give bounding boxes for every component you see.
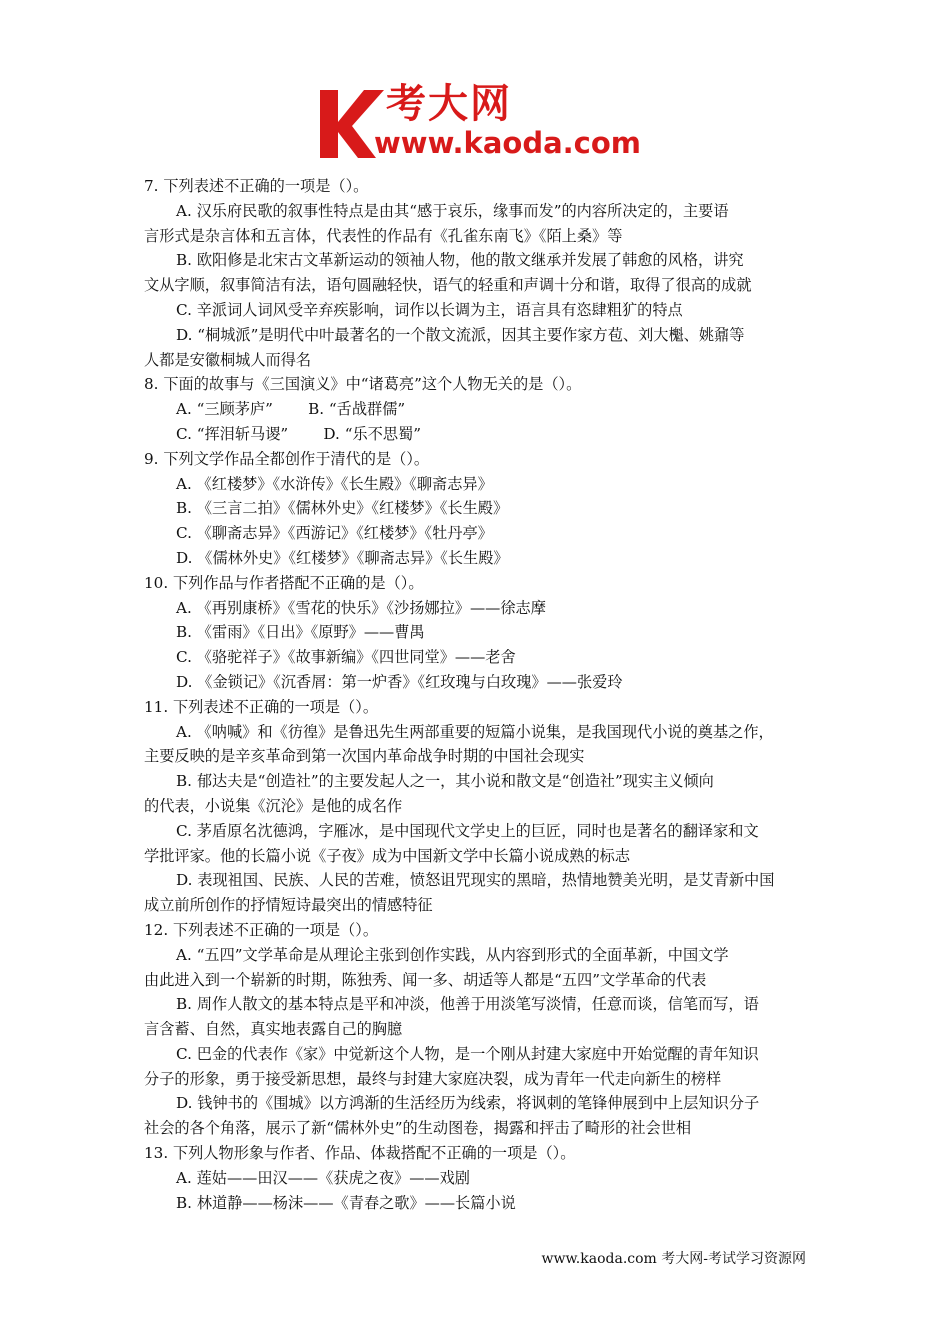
text-line: A. 莲姑——田汉——《获虎之夜》——戏剧 — [176, 1168, 470, 1187]
text-line: B. 林道静——杨沫——《青春之歌》——长篇小说 — [176, 1193, 516, 1212]
footer-text: www.kaoda.com 考大网-考试学习资源网 — [541, 1251, 806, 1267]
text-line: 12. 下列表述不正确的一项是（）。 — [144, 920, 379, 939]
text-line: C. 《聊斋志异》《西游记》《红楼梦》《牡丹亭》 — [176, 524, 493, 543]
text-line: 成立前所创作的抒情短诗最突出的情感特征 — [144, 896, 433, 915]
text-line: B. 《三言二拍》《儒林外史》《红楼梦》《长生殿》 — [176, 499, 509, 518]
logo-url: www.kaoda.com — [374, 126, 641, 160]
text-line: 13. 下列人物形象与作者、作品、体裁搭配不正确的一项是（）。 — [144, 1144, 576, 1163]
text-line: 11. 下列表述不正确的一项是（）。 — [144, 697, 379, 716]
text-line: C. 巴金的代表作《家》中觉新这个人物，是一个刚从封建大家庭中开始觉醒的青年知识 — [176, 1044, 759, 1063]
text-line: D. 《儒林外史》《红楼梦》《聊斋志异》《长生殿》 — [176, 548, 509, 567]
text-line: 言形式是杂言体和五言体，代表性的作品有《孔雀东南飞》《陌上桑》等 — [144, 226, 623, 245]
text-line: 9. 下列文学作品全都创作于清代的是（）。 — [144, 449, 430, 468]
text-line: D. 表现祖国、民族、人民的苦难，愤怒诅咒现实的黑暗，热情地赞美光明，是艾青新中国 — [176, 871, 775, 890]
document-body — [144, 174, 810, 1215]
text-line: C. 《骆驼祥子》《故事新编》《四世同堂》——老舍 — [176, 648, 516, 667]
text-line: 文从字顺，叙事简洁有法，语句圆融轻快，语气的轻重和声调十分和谐，取得了很高的成就 — [144, 276, 752, 295]
text-line: D. 《金锁记》《沉香屑：第一炉香》《红玫瑰与白玫瑰》——张爱玲 — [176, 672, 623, 691]
text-line: C. 辛派词人词风受辛弃疾影响，词作以长调为主，语言具有恣肆粗犷的特点 — [176, 300, 683, 319]
text-line: A. 《呐喊》和《彷徨》是鲁迅先生两部重要的短篇小说集，是我国现代小说的奠基之作， — [176, 722, 774, 741]
text-line: 分子的形象，勇于接受新思想，最终与封建大家庭决裂，成为青年一代走向新生的榜样 — [144, 1069, 722, 1088]
text-line: A. “三顾茅庐” B. “舌战群儒” — [176, 400, 406, 419]
text-line: B. 周作人散文的基本特点是平和冲淡，他善于用淡笔写淡情，任意而谈，信笔而写，语 — [176, 995, 759, 1014]
kaoda-logo — [318, 81, 641, 162]
text-line: B. 欧阳修是北宋古文革新运动的领袖人物，他的散文继承并发展了韩愈的风格，讲究 — [176, 251, 744, 270]
text-line: A. 汉乐府民歌的叙事性特点是由其“感于哀乐，缘事而发”的内容所决定的，主要语 — [176, 201, 729, 220]
logo-chinese-name: 考大网 — [386, 81, 512, 127]
text-line: B. 《雷雨》《日出》《原野》——曹禺 — [176, 623, 425, 642]
text-line: 10. 下列作品与作者搭配不正确的是（）。 — [144, 573, 424, 592]
text-line: C. “挥泪斩马谡” D. “乐不思蜀” — [176, 424, 421, 443]
text-line: A. 《再别康桥》《雪花的快乐》《沙扬娜拉》——徐志摩 — [176, 598, 546, 617]
text-line: 社会的各个角落，展示了新“儒林外史”的生动图卷，揭露和抨击了畸形的社会世相 — [144, 1119, 692, 1138]
text-line: B. 郁达夫是“创造社”的主要发起人之一，其小说和散文是“创造社”现实主义倾向 — [176, 772, 714, 791]
text-line: 由此进入到一个崭新的时期，陈独秀、闻一多、胡适等人都是“五四”文学革命的代表 — [144, 970, 707, 989]
text-line: C. 茅盾原名沈德鸿，字雁冰，是中国现代文学史上的巨匠，同时也是著名的翻译家和文 — [176, 821, 759, 840]
text-line: A. “五四”文学革命是从理论主张到创作实践，从内容到形式的全面革新，中国文学 — [176, 945, 729, 964]
text-line: 的代表，小说集《沉沦》是他的成名作 — [144, 796, 403, 815]
text-line: 7. 下列表述不正确的一项是（）。 — [144, 177, 369, 195]
text-line: 人都是安徽桐城人而得名 — [144, 350, 312, 369]
text-line: D. “桐城派”是明代中叶最著名的一个散文流派，因其主要作家方苞、刘大櫆、姚鼐等 — [176, 325, 745, 344]
text-line: 学批评家。他的长篇小说《子夜》成为中国新文学中长篇小说成熟的标志 — [144, 846, 630, 865]
text-line: 8. 下面的故事与《三国演义》中“诸葛亮”这个人物无关的是（）。 — [144, 375, 582, 394]
text-line: A. 《红楼梦》《水浒传》《长生殿》《聊斋志异》 — [176, 474, 493, 493]
text-line: 言含蓄、自然，真实地表露自己的胸臆 — [144, 1020, 403, 1039]
text-line: D. 钱钟书的《围城》以方鸿渐的生活经历为线索，将讽刺的笔锋伸展到中上层知识分子 — [176, 1094, 760, 1113]
text-line: 主要反映的是辛亥革命到第一次国内革命战争时期的中国社会现实 — [144, 747, 585, 766]
